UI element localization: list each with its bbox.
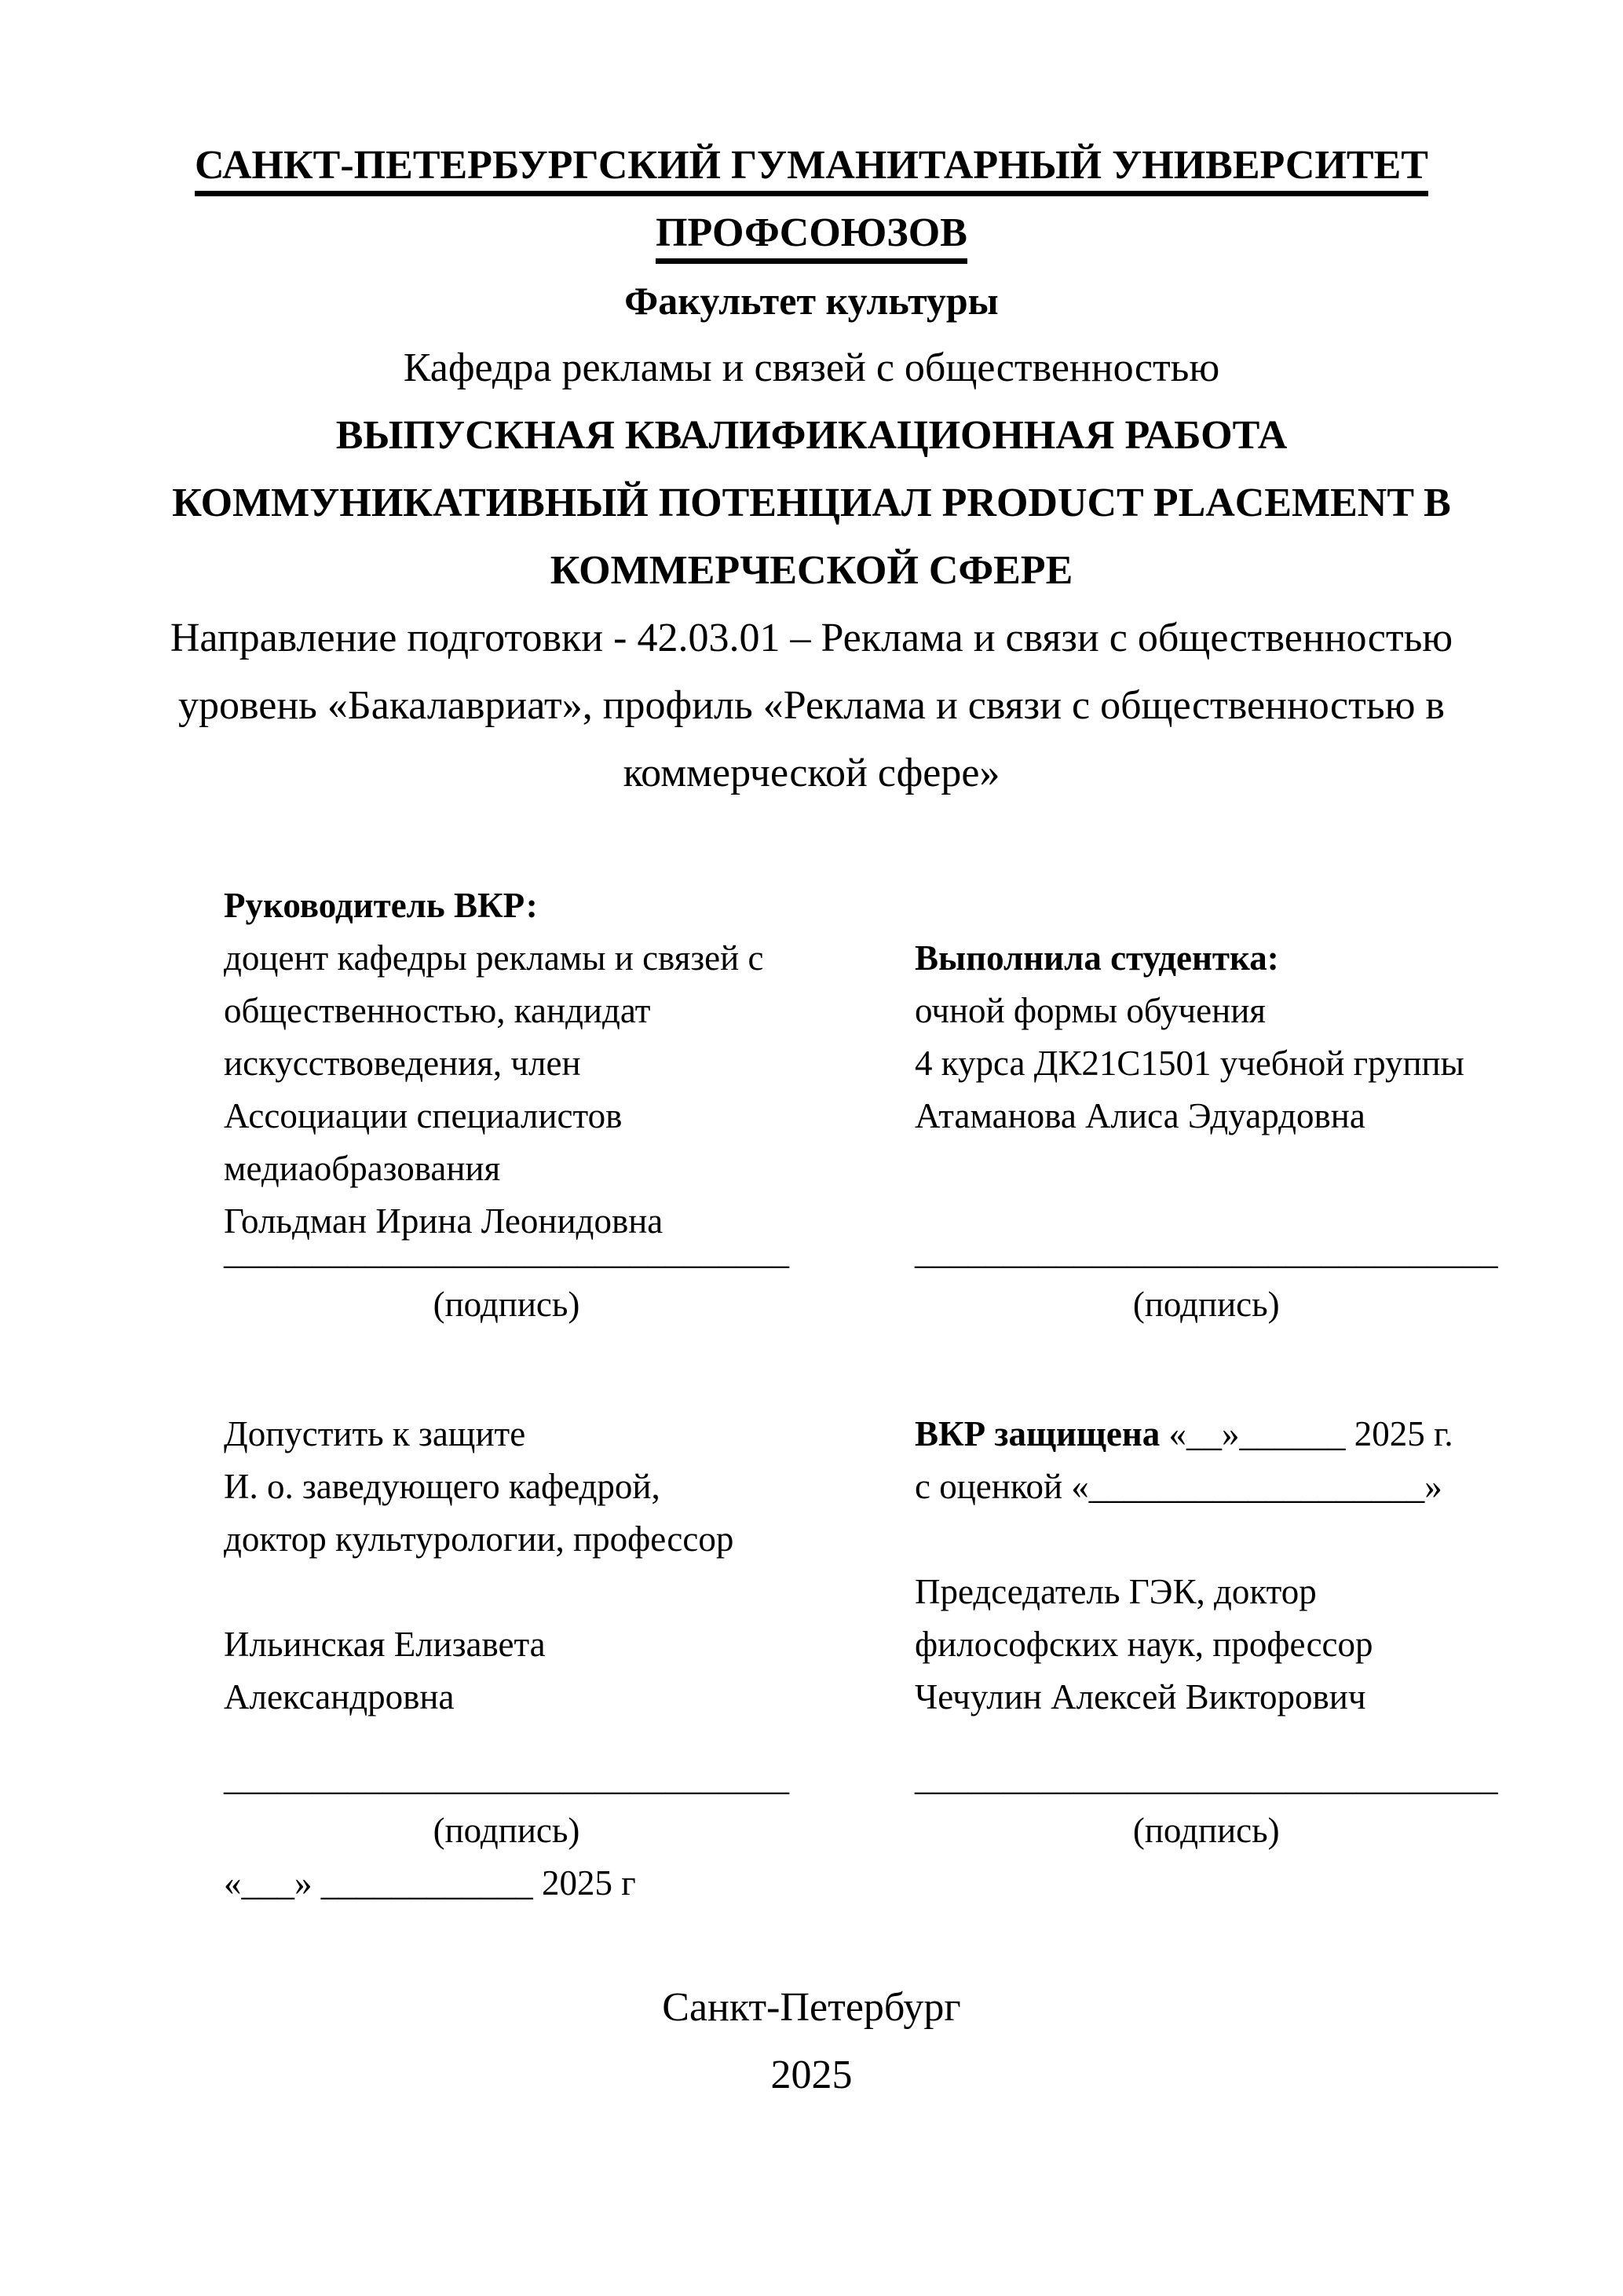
student-column (915, 879, 1529, 1248)
footer (0, 1974, 1623, 2109)
year-line: 2025 (770, 2053, 853, 2097)
supervisor-line: Ассоциации специалистов (224, 1096, 623, 1135)
work-title-line2: КОММЕРЧЕСКОЙ СФЕРЕ (550, 548, 1073, 593)
supervisor-signature-line: ________________________________ (224, 1232, 789, 1271)
admission-signature (224, 1752, 915, 1910)
work-title-line1: КОММУНИКАТИВНЫЙ ПОТЕНЦИАЛ PRODUCT PLACEMENT В (172, 481, 1451, 525)
department-line: Кафедра рекламы и связей с общественностью (403, 345, 1220, 390)
work-type-line: ВЫПУСКНАЯ КВАЛИФИКАЦИОННАЯ РАБОТА (335, 413, 1288, 458)
supervisor-name: Гольдман Ирина Леонидовна (224, 1201, 663, 1241)
admission-defense-band (0, 1408, 1623, 1724)
faculty-line: Факультет культуры (624, 279, 999, 323)
signature-band-1 (0, 1226, 1623, 1331)
supervisor-line: искусствоведения, член (224, 1044, 581, 1083)
university-name-line1 (0, 132, 1623, 199)
defense-column (915, 1408, 1529, 1724)
supervisor-column (224, 879, 915, 1248)
people-band (0, 879, 1623, 1248)
program-line2: уровень «Бакалавриат», профиль «Реклама и связи с общественностью в (178, 683, 1445, 728)
student-signature-caption: (подпись) (1132, 1285, 1280, 1324)
university-name-line2-text: ПРОФСОЮЗОВ (656, 210, 967, 264)
admission-line: доктор культурологии, профессор (224, 1519, 734, 1559)
head-of-department-name-line1: Ильинская Елизавета (224, 1625, 546, 1664)
admission-signature-caption: (подпись) (433, 1811, 580, 1850)
supervisor-heading: Руководитель ВКР: (224, 886, 538, 925)
chairman-line: философских наук, профессор (915, 1625, 1373, 1664)
defense-date-blank: «__»______ 2025 г. (1160, 1414, 1453, 1453)
supervisor-line: общественностью, кандидат (224, 991, 651, 1030)
chairman-signature (915, 1752, 1529, 1910)
admission-column (224, 1408, 915, 1724)
supervisor-line: медиаобразования (224, 1149, 501, 1188)
admission-line: Допустить к защите (224, 1414, 526, 1453)
university-name-line1-text: САНКТ-ПЕТЕРБУРГСКИЙ ГУМАНИТАРНЫЙ УНИВЕРСИТЕТ (195, 142, 1428, 196)
city-line: Санкт-Петербург (662, 1985, 961, 2030)
supervisor-signature-caption: (подпись) (433, 1285, 580, 1324)
chairman-signature-line: _________________________________ (915, 1758, 1498, 1797)
chairman-line: Председатель ГЭК, доктор (915, 1572, 1317, 1611)
student-signature-line: _________________________________ (915, 1232, 1498, 1271)
chairman-signature-caption: (подпись) (1132, 1811, 1280, 1850)
admission-date-line: «___» ____________ 2025 г (224, 1863, 636, 1903)
student-heading: Выполнила студентка: (915, 938, 1279, 978)
program-line3: коммерческой сфере» (623, 751, 1000, 795)
signature-band-2 (0, 1752, 1623, 1910)
title-block (0, 0, 1623, 807)
defense-date-line (915, 1408, 1529, 1461)
supervisor-line: доцент кафедры рекламы и связей с (224, 938, 764, 978)
supervisor-signature (224, 1226, 915, 1331)
student-signature (915, 1226, 1529, 1331)
chairman-name: Чечулин Алексей Викторович (915, 1677, 1366, 1717)
defense-grade-line: с оценкой «___________________» (915, 1467, 1442, 1506)
head-of-department-name-line2: Александровна (224, 1677, 455, 1717)
admission-line: И. о. заведующего кафедрой, (224, 1467, 660, 1506)
blank-line (224, 1566, 915, 1618)
blank-line (915, 1513, 1529, 1566)
defense-date-label: ВКР защищена (915, 1414, 1161, 1453)
student-line: очной формы обучения (915, 991, 1266, 1030)
student-line: 4 курса ДК21С1501 учебной группы (915, 1044, 1464, 1083)
student-name: Атаманова Алиса Эдуардовна (915, 1096, 1365, 1135)
university-name-line2 (0, 199, 1623, 267)
program-line1: Направление подготовки - 42.03.01 – Реклама и связи с общественностью (170, 616, 1453, 660)
admission-signature-line: ________________________________ (224, 1758, 789, 1797)
